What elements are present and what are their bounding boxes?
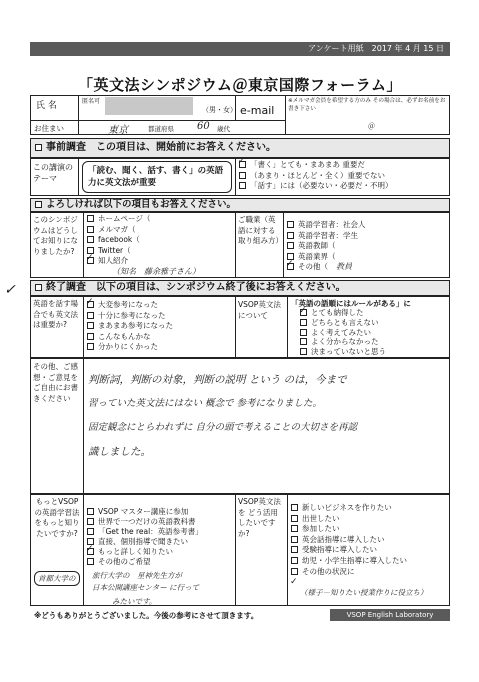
comments-handwriting[interactable] xyxy=(88,368,446,464)
vsop-bubble: 「英語の語順にはルールがある」に xyxy=(291,299,411,308)
more-textbook: 世界で一つだけの英語教科書 xyxy=(98,517,196,526)
check-mark-icon: ✓ xyxy=(286,259,294,269)
mail-note: ※メルマガ会員を希望する方のみ その場合は、必ずお名前をお書き下さい xyxy=(288,98,446,112)
source-checkbox[interactable] xyxy=(87,236,94,243)
job-label: ご職業（英語に対する取り組み方） xyxy=(238,215,283,245)
source-options xyxy=(87,214,150,267)
check-mark-icon: ✓ xyxy=(299,306,307,316)
more-master-course: VSOP マスター講座に参加 xyxy=(98,507,189,516)
brand-label: VSOP English Laboratory xyxy=(330,609,450,621)
email-label: e-mail xyxy=(240,104,275,117)
use-checkbox[interactable] xyxy=(291,525,298,532)
job-industry: 英語業界（ xyxy=(298,251,336,261)
vsop-options xyxy=(300,308,386,357)
use-checkbox[interactable] xyxy=(291,568,298,575)
more-note: みたいです。 xyxy=(112,597,157,606)
job-teacher: 英語教師（ xyxy=(298,241,336,250)
speak-label: 英語を話す場合でも英文法は重要か? xyxy=(33,299,78,329)
job-other-note: 教員 xyxy=(336,262,352,271)
optional-header xyxy=(30,198,450,212)
more-checkbox[interactable] xyxy=(87,508,94,515)
vsop-checkbox[interactable] xyxy=(300,338,307,345)
speak-options xyxy=(87,300,173,353)
check-mark-icon: ✓ xyxy=(290,577,298,587)
source-mailmag: メルマガ（ xyxy=(98,224,136,234)
use-checkbox[interactable] xyxy=(291,515,298,522)
more-options xyxy=(87,507,203,567)
speak-so-so: こんなもんかな xyxy=(98,331,151,341)
source-facebook: facebook（ xyxy=(98,235,140,244)
theme-options xyxy=(239,160,393,192)
pre-survey-header xyxy=(30,138,450,158)
optional-checkbox xyxy=(35,201,42,208)
pre-survey-checkbox xyxy=(35,144,42,151)
margin-check-mark: ✓ xyxy=(4,282,16,298)
use-label: VSOP英文法を どう活用したいですか? xyxy=(238,497,281,538)
speak-checkbox[interactable] xyxy=(87,343,94,350)
more-note: 日本公開講座センター に行って xyxy=(92,583,200,592)
job-checkbox[interactable] xyxy=(287,221,294,228)
job-options xyxy=(287,220,366,273)
more-label: もっとVSOPの英語学習法をもっと知りたいですか? xyxy=(34,497,80,538)
more-checkbox[interactable] xyxy=(87,518,94,525)
survey-date-banner: アンケート用紙 2017 年 4 月 15 日 xyxy=(30,42,450,56)
pre-survey-header-text: 事前調査 この項目は、開始前にお答えください。 xyxy=(46,142,276,153)
use-exam: 受験指導に導入したい xyxy=(302,545,377,555)
speak-somewhat-useful: まあまあ参考になった xyxy=(98,321,173,330)
vsop-label: VSOP英文法について xyxy=(238,300,281,320)
post-survey-checkbox xyxy=(35,284,42,291)
more-details: もっと詳しく知りたい xyxy=(98,547,173,556)
page-title: 「英文法シンポジウム＠東京国際フォーラム」 xyxy=(77,76,403,94)
prefecture-label: 都道府県 xyxy=(148,125,174,133)
source-checkbox[interactable] xyxy=(87,215,94,222)
check-mark-icon: ✓ xyxy=(86,297,94,307)
more-reference: 「Get the real：英語参考書」 xyxy=(98,527,203,536)
job-student: 英語学習者：学生 xyxy=(298,230,358,240)
comment-line: 習っていた英文法にはない 概念で 参考になりました。 xyxy=(88,398,323,409)
job-checkbox[interactable] xyxy=(287,242,294,249)
theme-option-important: 「書く」とても・まあまあ 重要だ xyxy=(250,160,365,169)
theme-option-not-important: （あまり・ほとんど・全く）重要でない xyxy=(250,170,385,180)
age-value[interactable]: 60 xyxy=(197,121,210,132)
use-business: 新しいビジネスを作りたい xyxy=(302,503,392,512)
more-other: その他のご希望 xyxy=(98,557,151,566)
more-note-box: 首都大学の xyxy=(34,571,80,586)
name-field-redacted[interactable] xyxy=(105,97,193,115)
source-acquaintance: 知人紹介 xyxy=(98,256,128,265)
age-label: 歳代 xyxy=(217,125,230,133)
use-other: その他の状況に xyxy=(302,566,355,576)
thanks-note: ※どうもありがとうございました。今後の参考にさせて頂きます。 xyxy=(34,611,259,620)
speak-useful: 十分に参考になった xyxy=(98,310,166,320)
vsop-agree: とても納得した xyxy=(311,308,364,317)
vsop-think: よく考えてみたい xyxy=(311,327,371,337)
use-conversation: 英会話指導に導入したい xyxy=(302,534,385,544)
job-working: 英語学習者：社会人 xyxy=(298,220,366,229)
speak-checkbox[interactable] xyxy=(87,322,94,329)
use-note: （様子－知りたい授業作りに役立ち） xyxy=(300,588,428,597)
use-children: 幼児・小学生指導に導入したい xyxy=(302,555,407,565)
job-other: その他（ xyxy=(298,262,328,271)
anonymous-label: 匿名可 xyxy=(82,98,101,105)
use-participate: 参加したい xyxy=(302,524,340,534)
vsop-checkbox[interactable] xyxy=(300,348,307,355)
use-checkbox[interactable] xyxy=(291,557,298,564)
speak-unclear: 分かりにくかった xyxy=(98,342,158,351)
comment-line: 判断詞，判断の対象，判断の説明 という のは，今まで xyxy=(88,374,347,386)
theme-option-speaking: 「話す」には（必要ない・必要だ・不明） xyxy=(250,181,393,190)
use-promotion: 出世したい xyxy=(302,513,340,523)
more-individual: 直接、個別指導で聞きたい xyxy=(98,537,188,546)
check-mark-icon: ✓ xyxy=(86,544,94,554)
use-checkbox[interactable] xyxy=(291,536,298,543)
vsop-not-fixed: 決まっていないと思う xyxy=(311,347,386,357)
theme-bubble: 「読む、聞く、話す、書く」の英語力に英文法が重要 xyxy=(82,161,232,193)
more-checkbox[interactable] xyxy=(87,528,94,535)
post-survey-header xyxy=(30,280,450,296)
gender-option[interactable]: （男・女） xyxy=(202,106,237,114)
check-mark-icon: ✓ xyxy=(86,253,94,263)
speak-checkbox[interactable] xyxy=(87,333,94,340)
post-survey-header-text: 終了調査 以下の項目は、シンポジウム終了後にお答えください。 xyxy=(46,282,346,293)
address-label: お住まい xyxy=(34,124,64,133)
comments-label: その他、ご感想・ご意見をご自由にお書きください xyxy=(33,362,78,403)
source-checkbox[interactable] xyxy=(87,226,94,233)
vsop-neutral: どちらとも言えない xyxy=(311,317,379,327)
speak-very-useful: 大変参考になった xyxy=(98,300,158,309)
name-label: 氏 名 xyxy=(36,101,57,111)
more-checkbox[interactable] xyxy=(87,558,94,565)
theme-label: この講演のテーマ xyxy=(33,163,73,183)
comment-line: 固定観念にとらわれずに 自分の頭で考えることの大切さを再認 xyxy=(88,422,358,433)
vsop-checkbox[interactable] xyxy=(300,319,307,326)
vsop-checkbox[interactable] xyxy=(300,329,307,336)
source-twitter: Twitter（ xyxy=(98,245,131,255)
use-options xyxy=(291,503,407,577)
optional-header-text: よろしければ以下の項目もお答えください。 xyxy=(46,199,237,210)
use-checkbox[interactable] xyxy=(291,504,298,511)
theme-option-checkbox[interactable] xyxy=(239,182,246,189)
source-note: （知名 藤余雅子さん） xyxy=(112,267,200,276)
theme-option-checkbox[interactable] xyxy=(239,172,246,179)
source-homepage: ホームページ（ xyxy=(98,214,151,223)
address-value[interactable]: 東京 xyxy=(108,125,128,136)
check-mark-icon: ✓ xyxy=(238,156,246,166)
at-mark: ＠ xyxy=(368,122,375,130)
comment-line: 識しました。 xyxy=(88,446,151,458)
use-checkbox[interactable] xyxy=(291,546,298,553)
job-checkbox[interactable] xyxy=(287,232,294,239)
more-note: 旅行大学の 星神先生方が xyxy=(92,571,182,580)
vsop-unclear: よく分からなかった xyxy=(311,337,379,347)
speak-checkbox[interactable] xyxy=(87,312,94,319)
source-label: このシンポジウムはどうしてお知りになりましたか? xyxy=(33,215,78,256)
